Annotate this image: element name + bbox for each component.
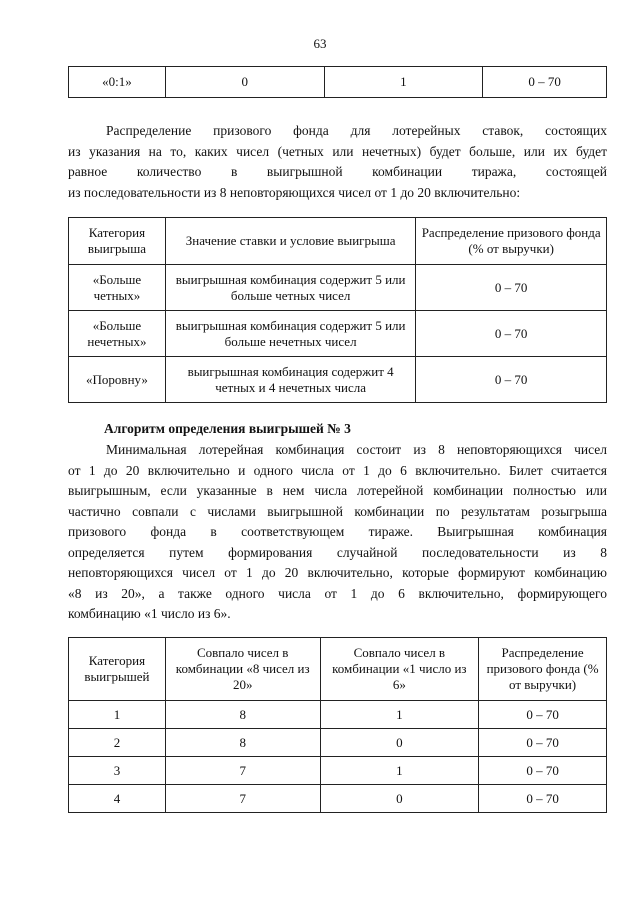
text-line: частично совпали с числами выигрышной комбинации по результатам розыгрыша — [68, 503, 607, 519]
table-cell: 0 – 70 — [416, 265, 607, 311]
table-cell: 0 – 70 — [416, 311, 607, 357]
text-line: комбинацию «1 число из 6». — [68, 606, 231, 621]
column-header: Совпало чисел в комбинации «1 число из 6» — [320, 638, 479, 701]
paragraph-algorithm — [68, 440, 607, 625]
column-header: Категория выигрышей — [69, 638, 166, 701]
text-line: выигрышным, если указанные в нем числа лотерейной комбинации полностью или — [68, 483, 607, 498]
column-header: Совпало чисел в комбинации «8 чисел из 20» — [165, 638, 320, 701]
table-cell: 1 — [324, 67, 483, 98]
table-cell: 4 — [69, 785, 166, 813]
table-row — [69, 265, 607, 311]
paragraph-prize-distribution — [68, 121, 607, 203]
table-row — [69, 785, 607, 813]
table-continued — [68, 66, 607, 98]
table-cell: 0 – 70 — [483, 67, 607, 98]
table-winning-categories — [68, 637, 607, 813]
table-row — [69, 357, 607, 403]
table-even-odd — [68, 217, 607, 403]
table-cell: 8 — [165, 701, 320, 729]
table-row — [69, 701, 607, 729]
text-line: от 1 до 20 включительно и одного числа от 1 до 6 включительно. Билет считается — [68, 462, 607, 478]
table-header-row — [69, 638, 607, 701]
table-row — [69, 67, 607, 98]
text-line: «8 из 20», а также одного числа от 1 до 6 включительно, формирующего — [68, 585, 607, 601]
column-header: Распределение призового фонда (% от выручки) — [479, 638, 607, 701]
text-line: Минимальная лотерейная комбинация состоит из 8 неповторяющихся чисел — [106, 442, 607, 457]
text-line: равное количество в выигрышной комбинации тиража, состоящей — [68, 164, 607, 179]
table-cell: 7 — [165, 785, 320, 813]
text-line: из указания на то, каких чисел (четных или нечетных) будет больше, или их будет — [68, 143, 607, 159]
table-cell: «0:1» — [69, 67, 166, 98]
table-cell: 0 — [320, 729, 479, 757]
text-line: определяется путем формирования случайной последовательности из 8 — [68, 544, 607, 560]
table-cell: 3 — [69, 757, 166, 785]
table-cell: 0 — [320, 785, 479, 813]
table-cell: 1 — [69, 701, 166, 729]
table-cell: 0 — [165, 67, 324, 98]
table-cell: «Больше нечетных» — [69, 311, 166, 357]
table-cell: 0 – 70 — [479, 729, 607, 757]
table-cell: 2 — [69, 729, 166, 757]
table-header-row — [69, 218, 607, 265]
table-row — [69, 729, 607, 757]
table-cell: 1 — [320, 757, 479, 785]
table-cell: 1 — [320, 701, 479, 729]
table-cell: 0 – 70 — [479, 785, 607, 813]
text-line: призового фонда в соответствующем тираже. Выигрышная комбинация — [68, 524, 607, 539]
table-cell: выигрышная комбинация содержит 5 или больше нечетных чисел — [165, 311, 415, 357]
column-header: Значение ставки и условие выигрыша — [165, 218, 415, 265]
column-header: Распределение призового фонда (% от выручки) — [416, 218, 607, 265]
text-line: из последовательности из 8 неповторяющихся чисел от 1 до 20 включительно: — [68, 184, 521, 200]
table-cell: 7 — [165, 757, 320, 785]
table-cell: «Поровну» — [69, 357, 166, 403]
table-cell: «Больше четных» — [69, 265, 166, 311]
column-header: Категория выигрыша — [69, 218, 166, 265]
table-cell: 8 — [165, 729, 320, 757]
table-row — [69, 757, 607, 785]
text-line: неповторяющихся чисел от 1 до 20 включительно, которые формируют комбинацию — [68, 565, 607, 580]
text-line: Распределение призового фонда для лотерейных ставок, состоящих — [106, 123, 607, 138]
section-heading: Алгоритм определения выигрышей № 3 — [104, 421, 351, 436]
table-cell: 0 – 70 — [479, 757, 607, 785]
page-number: 63 — [313, 36, 327, 51]
table-cell: 0 – 70 — [416, 357, 607, 403]
table-cell: выигрышная комбинация содержит 5 или больше четных чисел — [165, 265, 415, 311]
table-cell: 0 – 70 — [479, 701, 607, 729]
table-row — [69, 311, 607, 357]
table-cell: выигрышная комбинация содержит 4 четных и 4 нечетных числа — [165, 357, 415, 403]
